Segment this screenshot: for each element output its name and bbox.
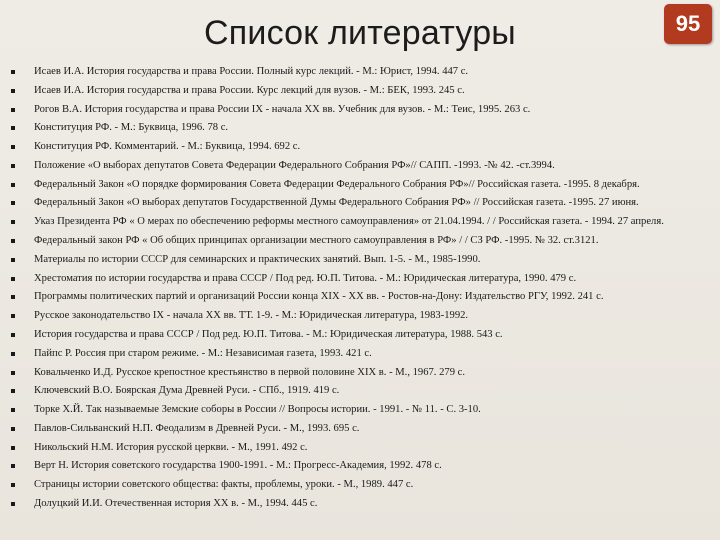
bullet-icon — [11, 352, 15, 356]
reference-text: Конституция РФ. - М.: Буквица, 1996. 78 с. — [34, 122, 229, 134]
reference-text: Верт Н. История советского государства 1900-1991. - М.: Прогресс-Академия, 1992. 478 с. — [34, 460, 442, 472]
bullet-icon — [11, 371, 15, 375]
bullet-icon — [11, 70, 15, 74]
reference-item — [8, 216, 710, 229]
reference-text: Исаев И.А. История государства и права России. Курс лекций для вузов. - М.: БЕК, 1993. 245 с. — [34, 84, 465, 96]
bullet-icon — [11, 220, 15, 224]
reference-text: Долуцкий И.И. Отечественная история XX в. - М., 1994. 445 с. — [34, 497, 318, 509]
reference-text: Материалы по истории СССР для семинарских и практических занятий. Вып. 1-5. - М., 1985-1990. — [34, 253, 481, 265]
reference-text: Указ Президента РФ « О мерах по обеспечению реформы местного самоуправления» от 21.04.1994. / / Российская газета. - 1994. 27 апреля. — [34, 216, 664, 228]
reference-text: Павлов-Сильванский Н.П. Феодализм в Древней Руси. - М., 1993. 695 с. — [34, 422, 360, 434]
reference-item — [8, 460, 710, 473]
bullet-icon — [11, 446, 15, 450]
bullet-icon — [11, 145, 15, 149]
reference-item — [8, 179, 710, 192]
reference-item — [8, 385, 710, 398]
reference-item — [8, 479, 710, 492]
reference-item — [8, 310, 710, 323]
reference-item — [8, 197, 710, 210]
bullet-icon — [11, 483, 15, 487]
page-title: Список литературы — [204, 14, 516, 52]
bullet-icon — [11, 333, 15, 337]
reference-text: История государства и права СССР / Под ред. Ю.П. Титова. - М.: Юридическая литература, 1988. 543 с. — [34, 328, 503, 340]
bullet-icon — [11, 108, 15, 112]
reference-item — [8, 235, 710, 248]
reference-item — [8, 404, 710, 417]
bullet-icon — [11, 464, 15, 468]
reference-item — [8, 141, 710, 154]
reference-item — [8, 367, 710, 380]
reference-text: Положение «О выборах депутатов Совета Федерации Федерального Собрания РФ»// САПП. -1993. -№ 42. -ст.3994. — [34, 159, 555, 171]
reference-text: Пайпс Р. Россия при старом режиме. - М.: Независимая газета, 1993. 421 с. — [34, 347, 372, 359]
reference-text: Ковальченко И.Д. Русское крепостное крестьянство в первой половине XIX в. - М., 1967. 279 с. — [34, 366, 465, 378]
bullet-icon — [11, 258, 15, 262]
reference-item — [8, 160, 710, 173]
bullet-icon — [11, 389, 15, 393]
reference-text: Хрестоматия по истории государства и права СССР / Под ред. Ю.П. Титова. - М.: Юридическая литература, 1990. 479 с. — [34, 272, 577, 284]
bullet-icon — [11, 126, 15, 130]
reference-item — [8, 423, 710, 436]
reference-item — [8, 442, 710, 455]
reference-text: Торке Х.Й. Так называемые Земские соборы в России // Вопросы истории. - 1991. - № 11. - С. 3-10. — [34, 404, 481, 416]
reference-text: Программы политических партий и организаций России конца XIX - XX вв. - Ростов-на-Дону: Издательство РГУ, 1992. 241 с. — [34, 291, 604, 303]
reference-item — [8, 291, 710, 304]
bullet-icon — [11, 295, 15, 299]
reference-item — [8, 329, 710, 342]
reference-item — [8, 498, 710, 511]
reference-list — [8, 66, 710, 517]
reference-text: Никольский Н.М. История русской церкви. - М., 1991. 492 с. — [34, 441, 308, 453]
reference-text: Конституция РФ. Комментарий. - М.: Буквица, 1994. 692 с. — [34, 141, 301, 153]
reference-item — [8, 254, 710, 267]
reference-item — [8, 273, 710, 286]
bullet-icon — [11, 502, 15, 506]
reference-item — [8, 66, 710, 79]
reference-item — [8, 122, 710, 135]
bullet-icon — [11, 183, 15, 187]
reference-text: Страницы истории советского общества: факты, проблемы, уроки. - М., 1989. 447 с. — [34, 479, 414, 491]
reference-text: Русское законодательство IX - начала XX вв. ТТ. 1-9. - М.: Юридическая литература, 1983-1992. — [34, 310, 469, 322]
bullet-icon — [11, 314, 15, 318]
bullet-icon — [11, 277, 15, 281]
reference-text: Ключевский В.О. Боярская Дума Древней Руси. - СПб., 1919. 419 с. — [34, 385, 340, 397]
bullet-icon — [11, 239, 15, 243]
page-number-badge: 95 — [664, 4, 712, 44]
reference-text: Федеральный закон РФ « Об общих принципах организации местного самоуправления в РФ» / / СЗ РФ. -1995. № 32. ст.3121. — [34, 235, 599, 247]
reference-text: Федеральный Закон «О выборах депутатов Государственной Думы Федерального Собрания РФ» // Российская газета. -1995. 27 июня. — [34, 197, 639, 209]
reference-item — [8, 104, 710, 117]
reference-item — [8, 85, 710, 98]
bullet-icon — [11, 89, 15, 93]
reference-text: Федеральный Закон «О порядке формирования Совета Федерации Федерального Собрания РФ»// Российская газета. -1995. 8 декабря. — [34, 178, 640, 190]
reference-text: Исаев И.А. История государства и права России. Полный курс лекций. - М.: Юрист, 1994. 447 с. — [34, 66, 469, 77]
bullet-icon — [11, 427, 15, 431]
bullet-icon — [11, 201, 15, 205]
bullet-icon — [11, 164, 15, 168]
reference-text: Рогов В.А. История государства и права России IX - начала XX вв. Учебник для вузов. - М.: Теис, 1995. 263 с. — [34, 103, 531, 115]
reference-item — [8, 348, 710, 361]
bullet-icon — [11, 408, 15, 412]
